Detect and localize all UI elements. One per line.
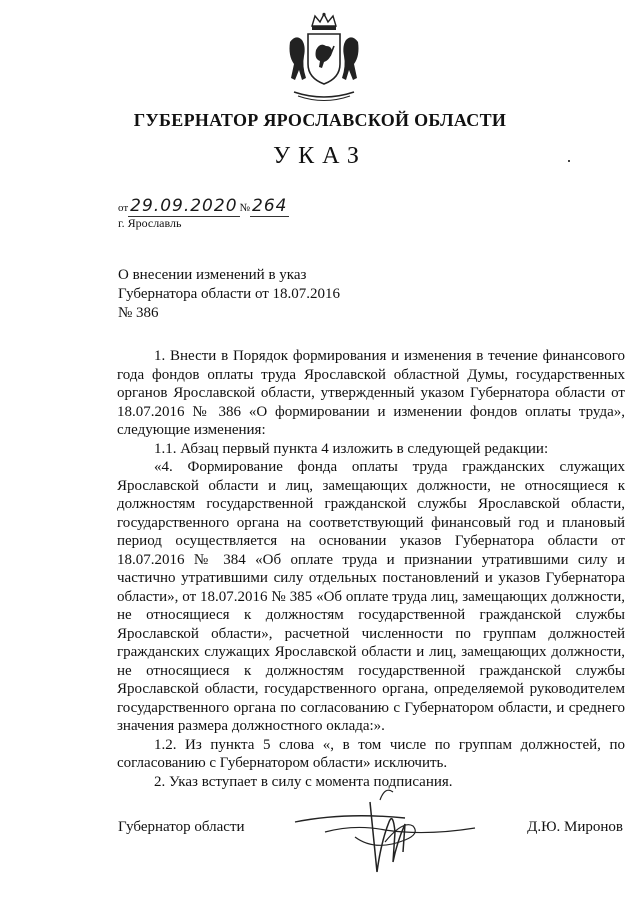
subject-line: О внесении изменений в указ — [118, 267, 307, 283]
org-title: ГУБЕРНАТОР ЯРОСЛАВСКОЙ ОБЛАСТИ — [133, 110, 507, 130]
stray-mark — [568, 160, 570, 162]
signatory-name: Д.Ю. Миронов — [527, 819, 623, 835]
date-prefix: от — [118, 202, 129, 214]
subject-line: Губернатора области от 18.07.2016 — [118, 286, 341, 302]
subject-block — [118, 266, 340, 323]
handwritten-number: 264 — [252, 196, 288, 216]
subject-line: № 386 — [118, 305, 159, 321]
handwritten-date: 29.09.2020 — [130, 196, 238, 216]
paragraph-quoted-item-4: «4. Формирование фонда оплаты труда гражданских служащих Ярославской области и лиц, замещающих должности, не относящиеся к должностям государственной гражданской службы Ярославской области, государственного органа на соответствующий финансовый год и плановый период осуществляется на основании указов Губернатора области от 18.07.2016 № 384 «Об оплате труда и признании утратившими силу и частично утратившими силу отдельных постановлений и указов Губернатора области», от 18.07.2016 № 385 «Об оплате труда лиц, замещающих должности, не относящиеся к должностям государственной гражданской службы Ярославской области», расчетной численности по группам должностей гражданских служащих Ярославской области и лиц, замещающих должности, не относящиеся к должностям государственной гражданской службы Ярославской области, государственного органа, определяемой руководителем государственного органа по согласованию с Губернатором области, и среднего значения размера должностного оклада:». — [117, 459, 625, 734]
handwritten-signature — [285, 782, 485, 882]
paragraph-1-1: 1.1. Абзац первый пункта 4 изложить в следующей редакции: — [154, 440, 549, 457]
paragraph-2: 2. Указ вступает в силу с момента подписания. — [154, 773, 453, 790]
decree-body — [117, 347, 625, 791]
coat-of-arms-icon — [284, 12, 364, 104]
paragraph-1: 1. Внести в Порядок формирования и изменения в течение финансового года фондов оплаты труда Ярославской областной Думы, государственных органов Ярославской области, утвержденный указом Губернатора области от 18.07.2016 № 386 «О формировании и изменении фондов оплаты труда», следующие изменения: — [117, 348, 625, 438]
document-type: УКАЗ — [273, 143, 367, 169]
paragraph-1-2: 1.2. Из пункта 5 слова «, в том числе по группам должностей, по согласованию с Губернатором области» исключить. — [117, 736, 625, 771]
number-prefix: № — [239, 202, 251, 214]
date-number-line — [118, 196, 289, 216]
signatory-position: Губернатор области — [118, 819, 245, 835]
city: г. Ярославль — [118, 216, 182, 230]
